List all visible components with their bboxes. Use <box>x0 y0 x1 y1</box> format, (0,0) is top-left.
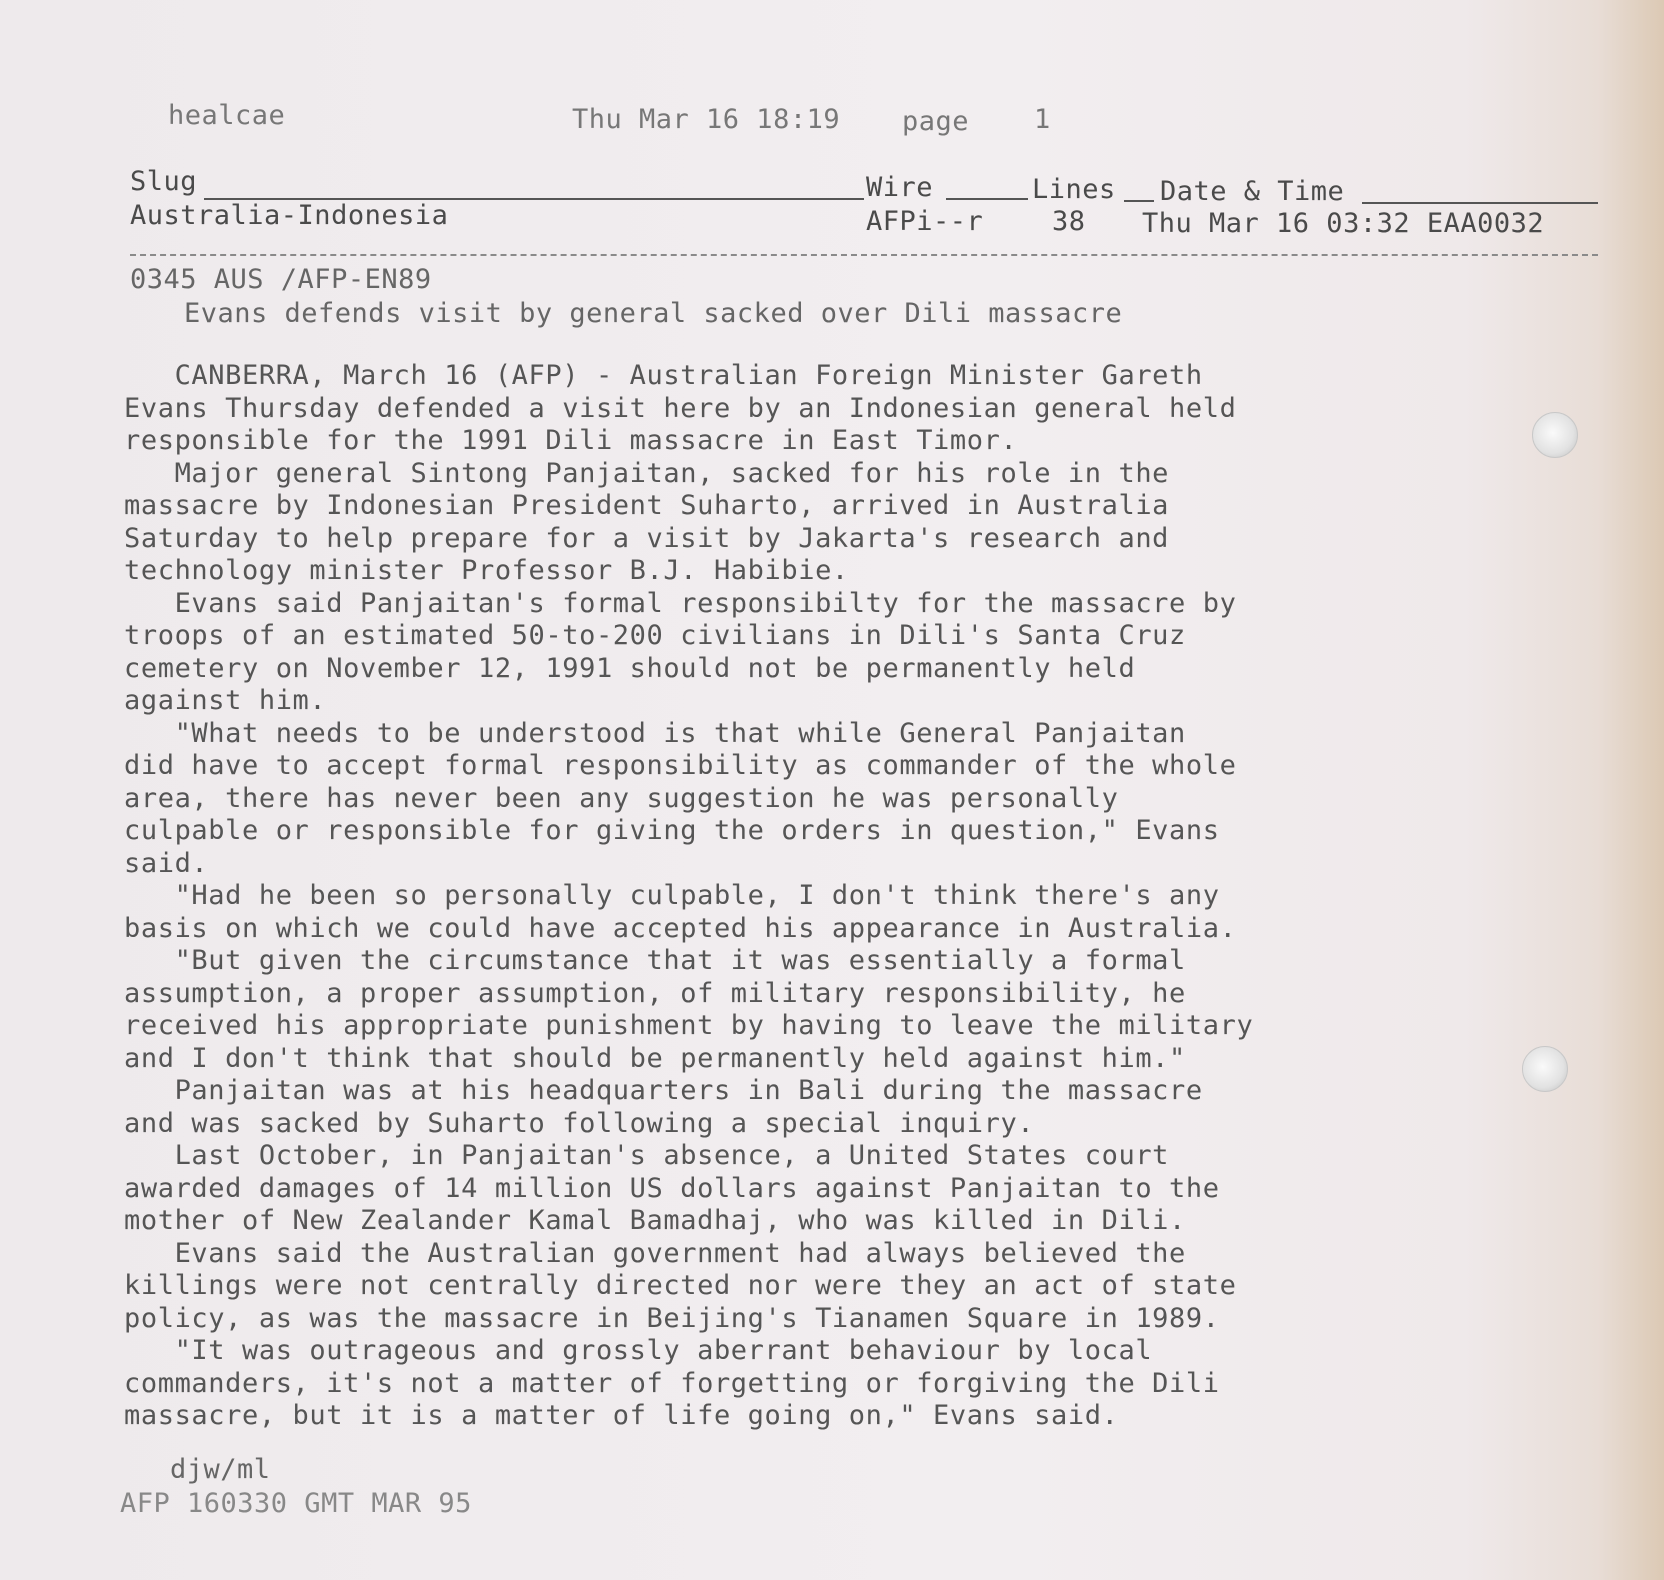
story-line: Last October, in Panjaitan's absence, a United States court <box>124 1140 1170 1171</box>
story-line: against him. <box>124 685 327 716</box>
header-datetime: Thu Mar 16 18:19 <box>572 104 841 135</box>
story-line: "Had he been so personally culpable, I don't think there's any <box>124 880 1220 911</box>
story-line: Evans Thursday defended a visit here by an Indonesian general held <box>124 392 1237 424</box>
story-line: basis on which we could have accepted his appearance in Australia. <box>124 912 1237 944</box>
story-dateline-footer: AFP 160330 GMT MAR 95 <box>120 1488 472 1519</box>
story-line: commanders, it's not a matter of forgetting or forgiving the Dili <box>124 1367 1220 1399</box>
wire-label: Wire <box>866 172 934 203</box>
header-page-label: page <box>902 106 970 137</box>
story-initials: djw/ml <box>170 1454 271 1485</box>
story-line: cemetery on November 12, 1991 should not be permanently held <box>124 652 1136 684</box>
story-line: "But given the circumstance that it was essentially a formal <box>124 945 1186 976</box>
story-line: area, there has never been any suggestion he was personally <box>124 782 1119 814</box>
story-line: Panjaitan was at his headquarters in Bali during the massacre <box>124 1075 1203 1106</box>
lines-value: 38 <box>1052 206 1086 237</box>
wire-underline <box>946 198 1028 200</box>
story-line: said. <box>124 847 209 879</box>
story-line: culpable or responsible for giving the orders in question," Evans <box>124 815 1220 846</box>
story-line: and was sacked by Suharto following a special inquiry. <box>124 1107 1035 1139</box>
story-line: received his appropriate punishment by having to leave the military <box>124 1010 1254 1041</box>
header-user: healcae <box>168 100 286 131</box>
story-body <box>124 360 1364 1433</box>
datetime-value: Thu Mar 16 03:32 EAA0032 <box>1142 208 1545 239</box>
wire-value: AFPi--r <box>866 206 984 237</box>
story-line: "It was outrageous and grossly aberrant behaviour by local <box>124 1335 1153 1366</box>
punch-hole-top <box>1532 412 1578 458</box>
story-line: awarded damages of 14 million US dollars against Panjaitan to the <box>124 1172 1220 1204</box>
lines-underline <box>1124 200 1154 202</box>
datetime-label: Date & Time <box>1160 176 1345 207</box>
story-line: Evans said the Australian government had always believed the <box>124 1237 1186 1269</box>
slug-value: Australia-Indonesia <box>130 200 449 231</box>
story-line: troops of an estimated 50-to-200 civilians in Dili's Santa Cruz <box>124 620 1186 651</box>
story-line: and I don't think that should be permanently held against him." <box>124 1042 1186 1074</box>
datetime-underline <box>1362 202 1598 204</box>
separator-rule <box>130 254 1598 256</box>
story-line: Saturday to help prepare for a visit by Jakarta's research and <box>124 522 1170 554</box>
story-line: "What needs to be understood is that while General Panjaitan <box>124 717 1186 749</box>
story-line: massacre, but it is a matter of life going on," Evans said. <box>124 1400 1119 1431</box>
story-headline: Evans defends visit by general sacked over Dili massacre <box>184 298 1123 329</box>
story-line: Evans said Panjaitan's formal responsibilty for the massacre by <box>124 587 1237 619</box>
story-line: mother of New Zealander Kamal Bamadhaj, who was killed in Dili. <box>124 1205 1186 1236</box>
story-id: 0345 AUS /AFP-EN89 <box>130 264 432 295</box>
story-line: killings were not centrally directed nor were they an act of state <box>124 1270 1237 1301</box>
story-line: did have to accept formal responsibility as commander of the whole <box>124 750 1237 781</box>
slug-label: Slug <box>130 166 198 197</box>
story-line: policy, as was the massacre in Beijing's Tianamen Square in 1989. <box>124 1302 1220 1334</box>
story-line: massacre by Indonesian President Suharto, arrived in Australia <box>124 490 1170 521</box>
story-line: Major general Sintong Panjaitan, sacked for his role in the <box>124 457 1170 489</box>
punch-hole-bottom <box>1522 1046 1568 1092</box>
story-line: responsible for the 1991 Dili massacre in East Timor. <box>124 425 1018 456</box>
header-page-number: 1 <box>1034 104 1051 135</box>
lines-label: Lines <box>1032 174 1116 205</box>
story-line: CANBERRA, March 16 (AFP) - Australian Foreign Minister Gareth <box>124 360 1203 391</box>
story-line: assumption, a proper assumption, of military responsibility, he <box>124 977 1186 1009</box>
story-line: technology minister Professor B.J. Habibie. <box>124 555 849 586</box>
